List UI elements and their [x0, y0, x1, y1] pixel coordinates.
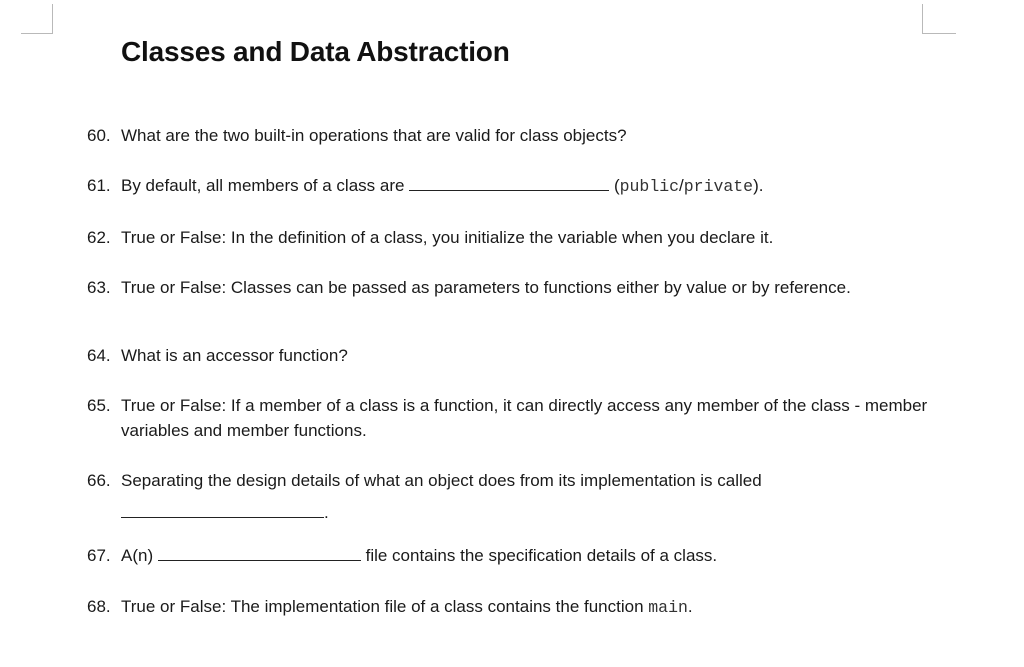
question-66 — [87, 468, 937, 525]
page-corner-mark-top-left — [21, 4, 53, 34]
question-64 — [87, 343, 937, 368]
paren-open: ( — [613, 176, 620, 195]
question-text — [121, 173, 937, 199]
question-number: 62. — [87, 228, 111, 247]
question-text-after: file contains the specification details of a class. — [365, 546, 718, 565]
question-text: True or False: If a member of a class is a function, it can directly access any member of the class - member variables and member functions. — [121, 396, 928, 440]
paren-close: ). — [753, 176, 764, 195]
question-text: True or False: In the definition of a class, you initialize the variable when you declare it. — [121, 228, 774, 247]
question-text — [121, 543, 937, 568]
question-number: 68. — [87, 597, 111, 616]
answer-blank[interactable] — [409, 173, 609, 191]
answer-blank[interactable] — [121, 500, 324, 518]
period: . — [324, 503, 329, 522]
question-63 — [87, 275, 937, 300]
question-number: 65. — [87, 396, 111, 415]
question-60 — [87, 123, 937, 148]
question-number: 60. — [87, 126, 111, 145]
question-number: 66. — [87, 471, 111, 490]
question-text-before: By default, all members of a class are — [121, 176, 405, 195]
question-number: 61. — [87, 176, 111, 195]
period: . — [687, 597, 693, 616]
page-corner-mark-top-right — [922, 4, 956, 34]
question-65 — [87, 393, 937, 443]
question-text: What are the two built-in operations that are valid for class objects? — [121, 126, 627, 145]
question-67 — [87, 543, 937, 568]
option-public: public — [619, 177, 680, 196]
question-text — [121, 594, 937, 620]
question-text-before: A(n) — [121, 546, 154, 565]
answer-line — [121, 500, 937, 525]
question-number: 64. — [87, 346, 111, 365]
answer-blank[interactable] — [158, 543, 361, 561]
option-private: private — [683, 177, 754, 196]
question-text-before: True or False: The implementation file of a class contains the function — [121, 597, 644, 616]
question-61 — [87, 173, 937, 199]
slash: / — [679, 176, 684, 195]
question-68 — [87, 594, 937, 620]
question-text: True or False: Classes can be passed as parameters to functions either by value or by reference. — [121, 278, 851, 297]
question-text: What is an accessor function? — [121, 346, 348, 365]
question-text: Separating the design details of what an object does from its implementation is called — [121, 471, 762, 490]
question-62 — [87, 225, 937, 250]
question-number: 63. — [87, 278, 111, 297]
page-title: Classes and Data Abstraction — [121, 36, 510, 67]
question-number: 67. — [87, 546, 111, 565]
code-main: main — [648, 598, 688, 617]
